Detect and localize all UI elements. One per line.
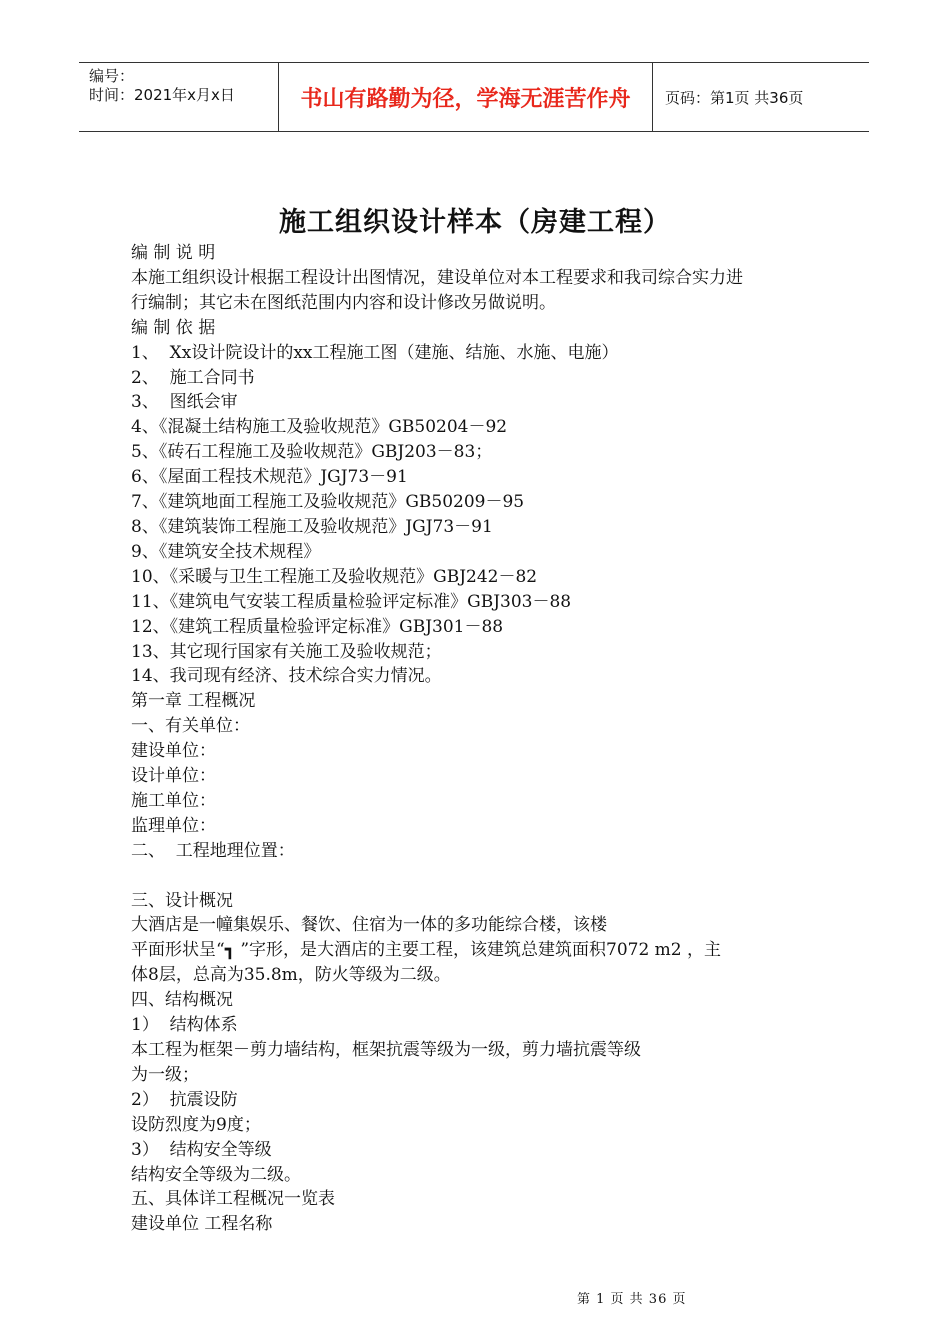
header-table [79, 62, 869, 132]
body-line: 建设单位 工程名称 [131, 1214, 273, 1235]
body-line: 二、 工程地理位置： [131, 840, 295, 861]
body-line: 结构安全等级为二级。 [131, 1164, 301, 1185]
body-line: 3、 图纸会审 [131, 392, 238, 413]
body-line: 1） 结构体系 [131, 1015, 238, 1036]
body-line: 4、《混凝土结构施工及验收规范》GB50204－92 [131, 417, 508, 438]
body-line: 建设单位： [131, 741, 216, 762]
document-title: 施工组织设计样本（房建工程） [279, 207, 671, 238]
body-line: 四、结构概况 [131, 990, 233, 1011]
body-line: 大酒店是一幢集娱乐、餐饮、住宿为一体的多功能综合楼，该楼 [131, 915, 607, 936]
body-line: 2、 施工合同书 [131, 367, 255, 388]
body-line: 编 制 依 据 [131, 317, 216, 338]
body-line: 编 制 说 明 [131, 243, 216, 263]
time-label: 时间：2021年x月x日 [89, 86, 235, 104]
body-line: 14、我司现有经济、技术综合实力情况。 [131, 666, 442, 687]
body-line: 行编制；其它未在图纸范围内内容和设计修改另做说明。 [131, 292, 556, 313]
header-page-info: 页码：第1页 共36页 [665, 88, 804, 107]
body-line: 5、《砖石工程施工及验收规范》GBJ203－83； [131, 442, 493, 463]
body-line: 施工单位： [131, 790, 216, 811]
header-left-cell [79, 63, 279, 131]
body-line: 本施工组织设计根据工程设计出图情况，建设单位对本工程要求和我司综合实力进 [131, 267, 743, 288]
body-line: 12、《建筑工程质量检验评定标准》GBJ301－88 [131, 616, 504, 637]
body-line: 3） 结构安全等级 [131, 1139, 272, 1160]
body-line: 一、有关单位： [131, 716, 250, 737]
number-label: 编号： [89, 67, 135, 85]
body-line: 五、具体详工程概况一览表 [131, 1189, 335, 1210]
header-motto: 书山有路勤为径，学海无涯苦作舟 [279, 63, 653, 131]
body-line: 第一章 工程概况 [131, 691, 256, 712]
body-line: 8、《建筑装饰工程施工及验收规范》JGJ73－91 [131, 516, 493, 537]
body-line: 三、设计概况 [131, 890, 233, 911]
body-line: 7、《建筑地面工程施工及验收规范》GB50209－95 [131, 492, 525, 513]
body-line: 本工程为框架－剪力墙结构，框架抗震等级为一级，剪力墙抗震等级 [131, 1040, 641, 1060]
document-body [131, 241, 831, 1237]
body-line: 平面形状呈“┓ ”字形，是大酒店的主要工程，该建筑总建筑面积7072 m2 ，主 [131, 940, 722, 961]
body-line: 13、其它现行国家有关施工及验收规范； [131, 641, 442, 662]
body-line: 11、《建筑电气安装工程质量检验评定标准》GBJ303－88 [131, 591, 572, 612]
body-line: 2） 抗震设防 [131, 1089, 238, 1110]
body-line: 1、 Xx设计院设计的xx工程施工图（建施、结施、水施、电施） [131, 342, 619, 363]
body-line: 6、《屋面工程技术规范》JGJ73－91 [131, 467, 408, 488]
body-line: 为一级； [131, 1064, 199, 1085]
body-line: 体8层，总高为35.8m，防火等级为二级。 [131, 965, 451, 986]
body-line: 10、《采暖与卫生工程施工及验收规范》GBJ242－82 [131, 566, 538, 587]
body-line [131, 864, 831, 889]
page-footer: 第 1 页 共 36 页 [577, 1292, 687, 1307]
body-line: 监理单位： [131, 815, 216, 836]
body-line: 9、《建筑安全技术规程》 [131, 541, 321, 562]
body-line: 设防烈度为9度； [131, 1114, 261, 1135]
body-line: 设计单位： [131, 766, 216, 787]
